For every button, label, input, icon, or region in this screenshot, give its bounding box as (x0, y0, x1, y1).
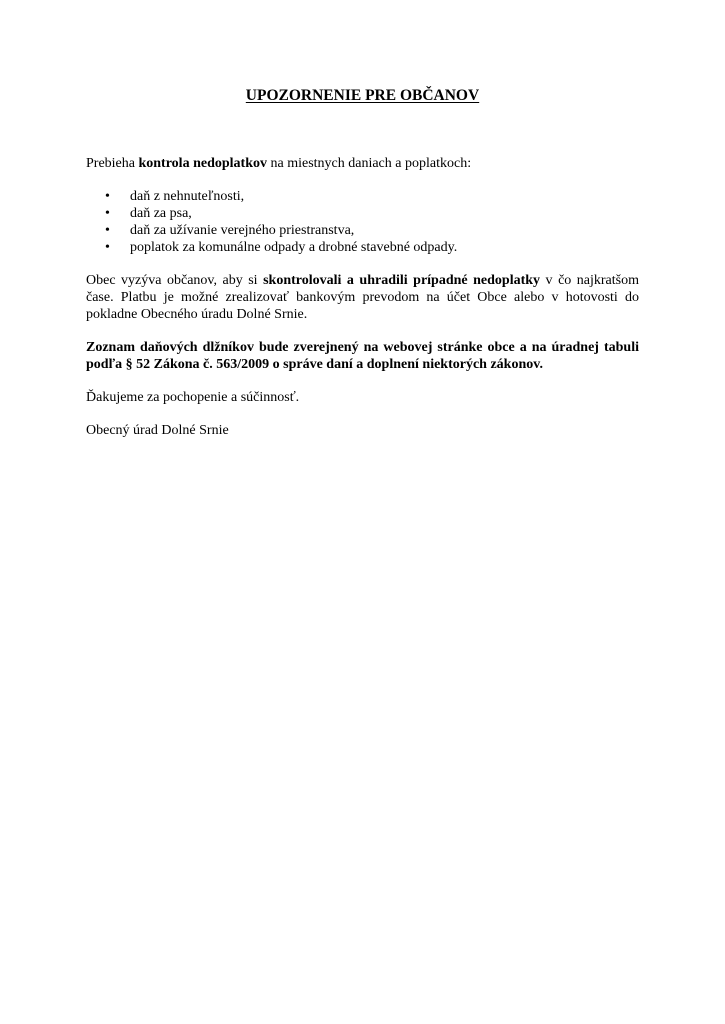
thanks-paragraph: Ďakujeme za pochopenie a súčinnosť. (86, 390, 300, 405)
list-item-text: daň z nehnuteľnosti, (130, 189, 245, 204)
appeal-text-after: v čo najkratšom čase. Platbu je možné zrealizovať bankovým prevodom na účet Obce alebo v hotovosti do pokladne Obecného úradu Dolné Srnie. (86, 273, 639, 322)
bullet-icon: • (105, 206, 110, 221)
list-item (86, 205, 639, 222)
appeal-text-bold: skontrolovali a uhradili prípadné nedoplatky (263, 273, 541, 288)
document-body (86, 155, 639, 439)
list-item-text: poplatok za komunálne odpady a drobné stavebné odpady. (130, 240, 458, 255)
debtors-notice-paragraph: Zoznam daňových dlžníkov bude zverejnený na webovej stránke obce a na úradnej tabuli podľa § 52 Zákona č. 563/2009 o správe daní a doplnení niektorých zákonov. (86, 340, 639, 372)
bullet-icon: • (105, 240, 110, 255)
signature: Obecný úrad Dolné Srnie (86, 423, 229, 438)
appeal-paragraph (86, 272, 639, 323)
appeal-text-before: Obec vyzýva občanov, aby si (86, 273, 264, 288)
bullet-icon: • (105, 189, 110, 204)
intro-text-bold: kontrola nedoplatkov (138, 156, 267, 171)
bullet-icon: • (105, 223, 110, 238)
page-title (0, 86, 725, 106)
intro-text-before: Prebieha (86, 156, 139, 171)
list-item (86, 222, 639, 239)
intro-text-after: na miestnych daniach a poplatkoch: (266, 156, 472, 171)
title-text: UPOZORNENIE PRE OBČANOV (245, 87, 480, 104)
intro-paragraph (86, 155, 639, 172)
list-item-text: daň za užívanie verejného priestranstva, (130, 223, 355, 238)
list-item (86, 188, 639, 205)
list-item (86, 239, 639, 256)
tax-list (86, 188, 639, 256)
list-item-text: daň za psa, (130, 206, 192, 221)
